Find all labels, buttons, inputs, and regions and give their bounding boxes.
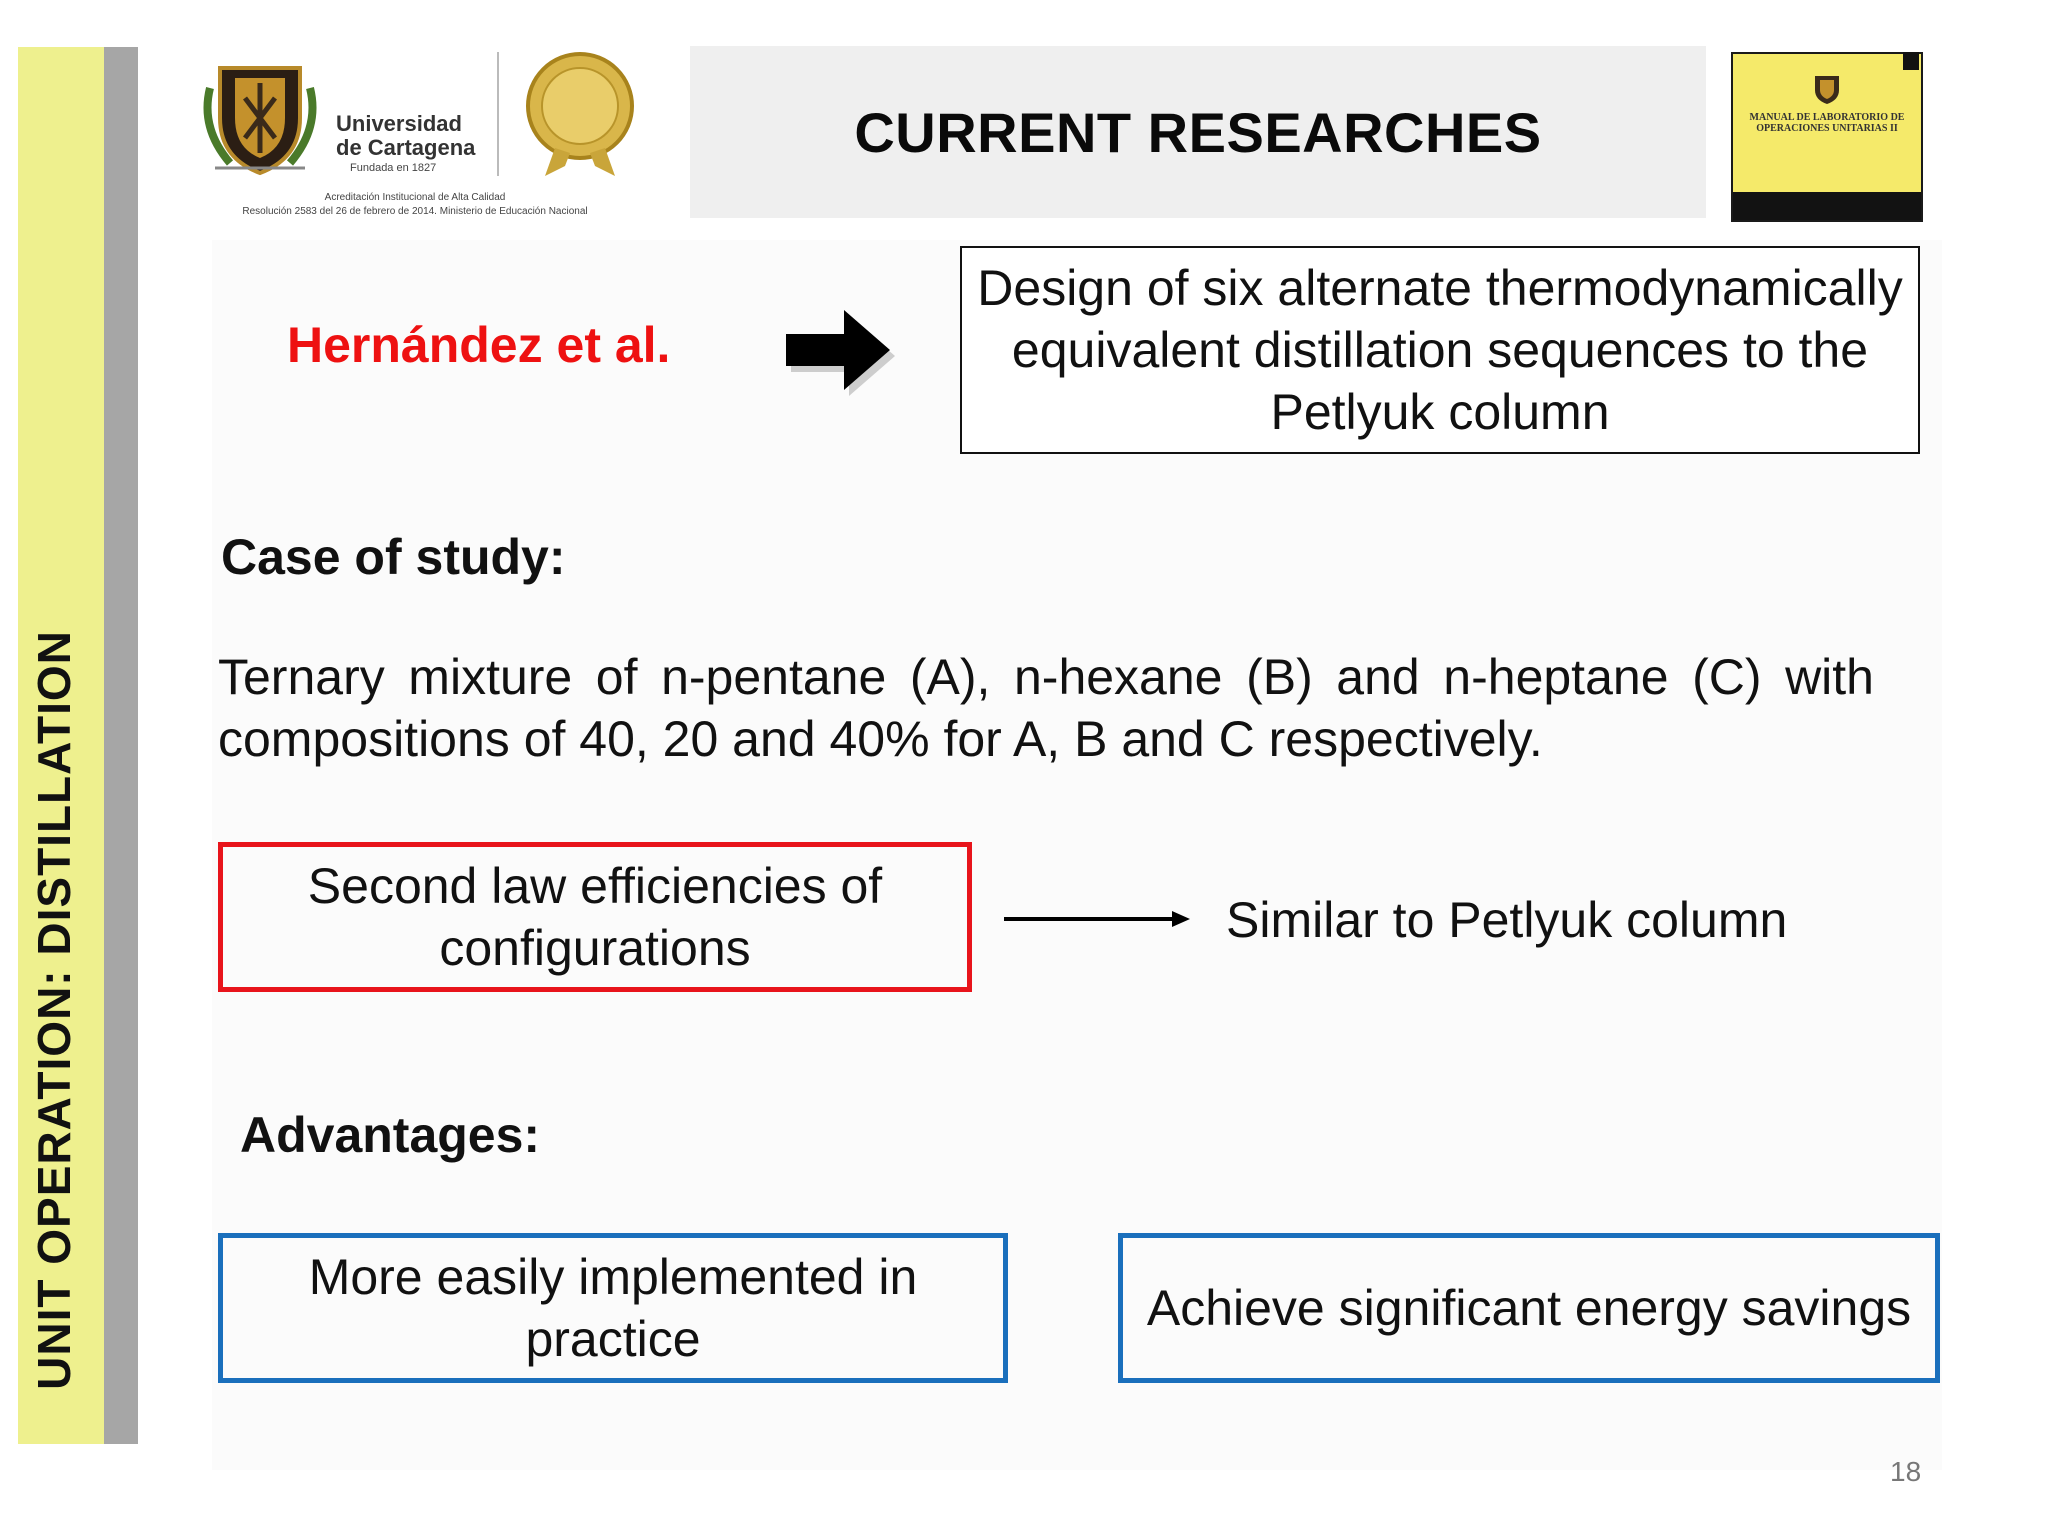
efficiency-result: Similar to Petlyuk column (1226, 892, 1788, 948)
manual-cover-title: MANUAL DE LABORATORIO DE OPERACIONES UNITARIAS II (1749, 112, 1905, 134)
lab-manual-cover (1731, 52, 1923, 222)
manual-crest-icon (1807, 72, 1847, 106)
right-arrow-icon (780, 300, 910, 400)
research-author: Hernández et al. (287, 317, 671, 373)
case-study-text: Ternary mixture of n-pentane (A), n-hexane (B) and n-heptane (C) with compositions of 40, 20 and 40% for A, B and C respectively. (218, 649, 1874, 767)
sidebar-gray-band (104, 47, 138, 1444)
advantages-heading: Advantages: (240, 1107, 541, 1163)
title-banner (690, 46, 1706, 218)
university-founded: Fundada en 1827 (350, 162, 437, 174)
manual-cover-tab (1903, 52, 1919, 70)
university-crest-icon (190, 48, 330, 188)
university-name-line2: de Cartagena (336, 135, 476, 160)
manual-cover-band (1733, 192, 1921, 220)
accreditation-seal-icon (520, 48, 640, 178)
case-study-heading: Case of study: (221, 529, 566, 585)
design-description-box: Design of six alternate thermodynamically equivalent distillation sequences to the Petlyuk column (960, 246, 1920, 454)
university-name-line1: Universidad (336, 111, 462, 136)
thin-right-arrow-icon (1004, 908, 1194, 930)
efficiency-box: Second law efficiencies of configurations (218, 842, 972, 992)
sidebar-label: UNIT OPERATION: DISTILLATION (28, 630, 80, 1390)
logo-divider (497, 52, 499, 176)
accreditation-line1: Acreditación Institucional de Alta Calidad (324, 192, 506, 203)
advantage-box-2: Achieve significant energy savings (1118, 1233, 1940, 1383)
university-logo-block (190, 48, 640, 228)
slide-title: CURRENT RESEARCHES (854, 100, 1542, 164)
university-name (336, 112, 475, 160)
accreditation-line2: Resolución 2583 del 26 de febrero de 2014. Ministerio de Educación Nacional (242, 206, 588, 217)
advantage-box-1: More easily implemented in practice (218, 1233, 1008, 1383)
page-number: 18 (1890, 1456, 1922, 1487)
